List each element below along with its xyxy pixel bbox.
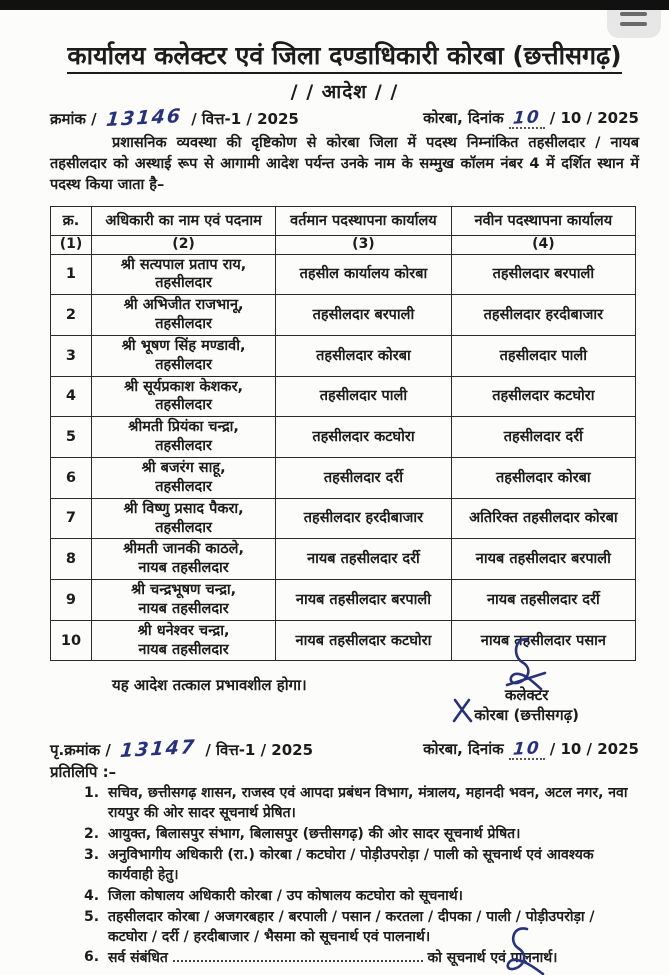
officer-designation: तहसीलदार xyxy=(155,438,212,455)
row-new-office: तहसीलदार कोरबा xyxy=(451,457,635,498)
signature-block xyxy=(474,635,579,725)
copy-item xyxy=(84,908,639,948)
endorsement-suffix: / वित्त-1 / 2025 xyxy=(205,741,314,760)
copy-item-number: 3. xyxy=(84,847,100,864)
officer-designation: नायब तहसीलदार xyxy=(138,600,229,617)
row-officer xyxy=(91,295,275,336)
row-new-office: अतिरिक्त तहसीलदार कोरबा xyxy=(451,498,635,539)
row-current-office: तहसीलदार पाली xyxy=(276,376,452,417)
officer-designation: तहसीलदार xyxy=(155,316,212,333)
officer-name: श्री सूर्यप्रकाश केशकर, xyxy=(124,378,244,395)
col-header-current: वर्तमान पदस्थापना कार्यालय xyxy=(276,207,452,236)
row-officer xyxy=(91,254,275,295)
table-row xyxy=(51,417,636,458)
copy-item xyxy=(84,784,639,824)
row-serial: 4 xyxy=(51,376,92,417)
table-row xyxy=(51,498,636,539)
signatory-title: कलेक्टर xyxy=(504,686,549,705)
row-serial: 9 xyxy=(51,580,92,621)
endorsement-row xyxy=(50,736,639,763)
row-officer xyxy=(91,580,275,621)
top-bar xyxy=(0,0,669,10)
officer-name: श्री चन्द्रभूषण चन्द्रा, xyxy=(130,582,237,599)
row-current-office: तहसीलदार कोरबा xyxy=(276,335,452,376)
table-row xyxy=(51,295,636,336)
officer-name: श्री विष्णु प्रसाद पैकरा, xyxy=(123,500,244,517)
col-number: (1) xyxy=(51,236,92,255)
row-new-office: नायब तहसीलदार पसान xyxy=(451,620,635,661)
col-header-new: नवीन पदस्थापना कार्यालय xyxy=(451,207,635,236)
row-officer xyxy=(91,457,275,498)
copy-item-number: 2. xyxy=(84,826,100,843)
copy-item xyxy=(84,948,639,969)
row-new-office: नायब तहसीलदार दर्री xyxy=(451,580,635,621)
col-header-officer: अधिकारी का नाम एवं पदनाम xyxy=(91,207,275,236)
copy-item-prefix: सर्व संबंधित xyxy=(108,950,168,967)
row-current-office: नायब तहसीलदार दर्री xyxy=(276,539,452,580)
column-number-row xyxy=(51,236,636,255)
initial-mark-icon xyxy=(452,697,474,723)
col-number: (3) xyxy=(276,236,452,255)
col-header-serial: क्र. xyxy=(51,207,92,236)
copy-list xyxy=(84,784,639,969)
copy-item xyxy=(84,825,639,845)
row-officer xyxy=(91,417,275,458)
officer-designation: नायब तहसीलदार xyxy=(138,560,229,577)
officer-name: श्री अभिजीत राजभानू, xyxy=(123,297,244,314)
copy-item-text xyxy=(108,948,639,969)
copy-item-suffix: को सूचनार्थ एवं पालनार्थ। xyxy=(427,950,558,967)
row-officer xyxy=(91,539,275,580)
row-officer xyxy=(91,335,275,376)
ref-suffix: / वित्त-1 / 2025 xyxy=(191,110,299,128)
officer-name: श्री बजरंग साहू, xyxy=(141,459,226,476)
copy-item-number: 6. xyxy=(84,949,100,966)
endorsement-label: पृ.क्रमांक / xyxy=(50,741,111,760)
row-current-office: तहसीलदार कटघोरा xyxy=(276,417,452,458)
row-serial: 6 xyxy=(51,457,92,498)
date-suffix: / 10 / 2025 xyxy=(549,109,639,127)
copy-item-number: 5. xyxy=(84,908,100,925)
row-current-office: तहसील कार्यालय कोरबा xyxy=(276,254,452,295)
table-row xyxy=(51,539,636,580)
copy-item-text: अनुविभागीय अधिकारी (रा.) कोरबा / कटघोरा / पोड़ीउपरोड़ा / पाली को सूचनार्थ एवं आवश्यक कार्यवाही हेतु। xyxy=(108,847,594,883)
table-row xyxy=(51,457,636,498)
officer-designation: नायब तहसीलदार xyxy=(138,641,229,658)
officer-name: श्री भूषण सिंह मण्डावी, xyxy=(121,337,246,354)
officer-name: श्रीमती प्रियंका चन्द्रा, xyxy=(128,419,239,436)
row-new-office: तहसीलदार बरपाली xyxy=(451,254,635,295)
row-new-office: तहसीलदार पाली xyxy=(451,335,635,376)
transfer-table xyxy=(50,206,636,661)
copy-item-text: आयुक्त, बिलासपुर संभाग, बिलासपुर (छत्तीसगढ़) की ओर सादर सूचनार्थ प्रेषित। xyxy=(108,826,521,843)
copy-item-number: 4. xyxy=(84,887,100,904)
handwritten-ref-number: 13146 xyxy=(104,104,183,132)
copy-label: प्रतिलिपि :– xyxy=(50,763,117,782)
row-officer xyxy=(91,620,275,661)
copy-item-text: जिला कोषालय अधिकारी कोरबा / उप कोषालय कटघोरा को सूचनार्थ। xyxy=(108,887,463,904)
row-current-office: तहसीलदार दर्री xyxy=(276,457,452,498)
row-new-office: नायब तहसीलदार बरपाली xyxy=(451,539,635,580)
officer-designation: तहसीलदार xyxy=(155,397,212,414)
endorsement-place-date xyxy=(423,739,639,760)
fill-in-blank-line xyxy=(173,948,423,962)
row-serial: 8 xyxy=(51,539,92,580)
handwritten-endorsement-number: 13147 xyxy=(119,736,198,763)
row-officer xyxy=(91,498,275,539)
handwritten-date: 10 xyxy=(512,107,542,129)
col-number: (4) xyxy=(451,236,635,255)
table-row xyxy=(51,376,636,417)
copy-item-text: तहसीलदार कोरबा / अजगरबहार / बरपाली / पसान / करतला / दीपका / पाली / पोड़ीउपरोड़ा / कटघोरा / दर्री / हरदीबाजार / भैसमा को सूचनार्थ एवं पालनार्थ। xyxy=(108,908,595,945)
table-row xyxy=(51,335,636,376)
officer-designation: तहसीलदार xyxy=(155,356,212,373)
row-serial: 7 xyxy=(51,498,92,539)
officer-name: श्रीमती जानकी काठले, xyxy=(123,541,245,558)
officer-designation: तहसीलदार xyxy=(155,478,212,495)
officer-designation: तहसीलदार xyxy=(155,275,212,292)
signature-scribble-icon xyxy=(498,635,556,691)
row-current-office: तहसीलदार हरदीबाजार xyxy=(276,498,452,539)
row-current-office: तहसीलदार बरपाली xyxy=(276,295,452,336)
handwritten-endorsement-date: 10 xyxy=(512,738,542,761)
effect-line: यह आदेश तत्काल प्रभावशील होगा। xyxy=(112,676,307,695)
row-serial: 1 xyxy=(51,254,92,295)
endorsement-date-suffix: / 10 / 2025 xyxy=(549,740,639,759)
col-number: (2) xyxy=(91,236,275,255)
officer-name: श्री सत्यपाल प्रताप राय, xyxy=(120,256,247,273)
row-serial: 3 xyxy=(51,335,92,376)
officer-designation: तहसीलदार xyxy=(155,519,212,536)
table-header-row xyxy=(51,207,636,236)
intro-paragraph: प्रशासनिक व्यवस्था की दृष्टिकोण से कोरबा जिला में पदस्थ निम्नांकित तहसीलदार / नायब तहसीलदार को अस्थाई रूप से आगामी आदेश पर्यन्त उनके नाम के सम्मुख कॉलम नंबर 4 में दर्शित स्थान में पदस्थ किया जाता है– xyxy=(50,135,639,194)
copy-item-text: सचिव, छत्तीसगढ़ शासन, राजस्व एवं आपदा प्रबंधन विभाग, मंत्रालय, महानदी भवन, अटल नगर, नवा रायपुर की ओर सादर सूचनार्थ प्रेषित। xyxy=(108,785,628,822)
place-date-label: कोरबा, दिनांक xyxy=(423,109,504,127)
endorsement-place-date-label: कोरबा, दिनांक xyxy=(423,740,504,759)
row-new-office: तहसीलदार दर्री xyxy=(451,417,635,458)
doc-title: कार्यालय कलेक्टर एवं जिला दण्डाधिकारी कोरबा (छत्तीसगढ़) xyxy=(60,38,629,72)
place-date xyxy=(423,108,639,129)
row-current-office: नायब तहसीलदार बरपाली xyxy=(276,580,452,621)
row-officer xyxy=(91,376,275,417)
document-page xyxy=(0,10,669,967)
table-row xyxy=(51,580,636,621)
ref-number xyxy=(50,104,299,132)
row-serial: 2 xyxy=(51,295,92,336)
row-new-office: तहसीलदार कटघोरा xyxy=(451,376,635,417)
officer-name: श्री धनेश्वर चन्द्रा, xyxy=(137,622,230,639)
ref-row xyxy=(50,104,639,132)
signatory-office: कोरबा (छत्तीसगढ़) xyxy=(474,705,579,725)
table-row xyxy=(51,254,636,295)
row-new-office: तहसीलदार हरदीबाजार xyxy=(451,295,635,336)
endorsement-number xyxy=(50,736,314,763)
copy-item xyxy=(84,846,639,886)
row-serial: 10 xyxy=(51,620,92,661)
row-serial: 5 xyxy=(51,417,92,458)
copy-item-number: 1. xyxy=(84,785,100,802)
order-heading: / / आदेश / / xyxy=(290,81,399,103)
post-table-section xyxy=(50,661,639,739)
ref-label: क्रमांक / xyxy=(50,110,97,128)
row-current-office: नायब तहसीलदार कटघोरा xyxy=(276,620,452,661)
bottom-signature-scribble-icon xyxy=(499,925,551,975)
